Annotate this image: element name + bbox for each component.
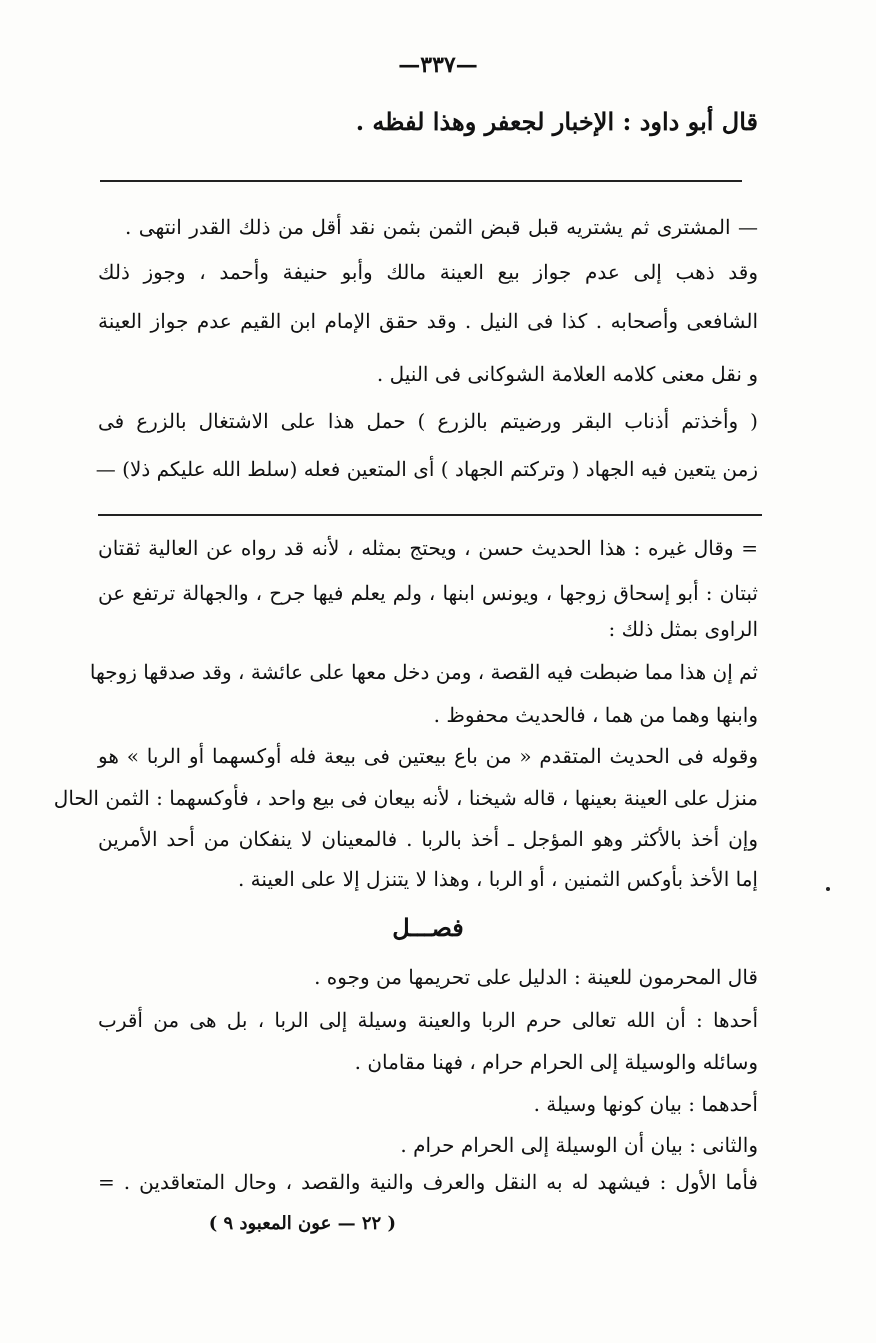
commentary-line-5: ( وأخذتم أذناب البقر ورضيتم بالزرع ) حمل هذا على الاشتغال بالزرع فى <box>98 409 758 433</box>
main-line-8: وإن أخذ بالأكثر وهو المؤجل ـ أخذ بالربا . فالمعينان لا ينفكان من أحد الأمرين <box>98 827 758 851</box>
commentary-line-6: زمن يتعين فيه الجهاد ( وتركتم الجهاد ) أى المتعين فعله (سلط الله عليكم ذلا) — <box>95 457 758 481</box>
commentary-line-1: — المشترى ثم يشتريه قبل قبض الثمن بثمن نقد أقل من ذلك القدر انتهى . <box>125 215 758 239</box>
margin-mark <box>826 887 830 891</box>
main-line-3: الراوى بمثل ذلك : <box>608 617 758 641</box>
main-line-9: إما الأخذ بأوكس الثمنين ، أو الربا ، وهذا لا يتنزل إلا على العينة . <box>237 867 758 891</box>
footer-reference: ( ٢٢ — عون المعبود ٩ ) <box>208 1213 396 1234</box>
middle-divider <box>98 514 762 516</box>
main-line-1: = وقال غيره : هذا الحديث حسن ، ويحتج بمثله ، لأنه قد رواه عن العالية ثقتان <box>98 536 758 560</box>
top-divider <box>100 180 742 182</box>
section-heading: فصـــل <box>392 913 464 942</box>
main-line-4: ثم إن هذا مما ضبطت فيه القصة ، ومن دخل معها على عائشة ، وقد صدقها زوجها <box>89 660 758 684</box>
main-line-5: وابنها وهما من هما ، فالحديث محفوظ . <box>433 703 758 727</box>
section-line-2: أحدها : أن الله تعالى حرم الربا والعينة وسيلة إلى الربا ، بل هى من أقرب <box>98 1008 758 1032</box>
commentary-line-2: وقد ذهب إلى عدم جواز بيع العينة مالك وأبو حنيفة وأحمد ، وجوز ذلك <box>98 260 758 284</box>
commentary-line-3: الشافعى وأصحابه . كذا فى النيل . وقد حقق الإمام ابن القيم عدم جواز العينة <box>98 309 758 333</box>
hadith-line: قال أبو داود : الإخبار لجعفر وهذا لفظه . <box>355 107 758 136</box>
section-line-1: قال المحرمون للعينة : الدليل على تحريمها من وجوه . <box>314 965 758 989</box>
section-line-5: والثانى : بيان أن الوسيلة إلى الحرام حرام . <box>400 1133 758 1157</box>
main-line-2: ثبتان : أبو إسحاق زوجها ، ويونس ابنها ، ولم يعلم فيها جرح ، والجهالة ترتفع عن <box>98 581 758 605</box>
commentary-line-4: و نقل معنى كلامه العلامة الشوكانى فى النيل . <box>376 362 758 386</box>
section-line-6: فأما الأول : فيشهد له به النقل والعرف والنية والقصد ، وحال المتعاقدين . = <box>98 1170 758 1194</box>
main-line-7: منزل على العينة بعينها ، قاله شيخنا ، لأنه بيعان فى بيع واحد ، فأوكسهما : الثمن الحال <box>53 786 758 810</box>
page-number: —٣٣٧— <box>398 52 478 78</box>
section-line-3: وسائله والوسيلة إلى الحرام حرام ، فهنا مقامان . <box>354 1050 758 1074</box>
main-line-6: وقوله فى الحديث المتقدم « من باع بيعتين فى بيعة فله أوكسهما أو الربا » هو <box>98 744 758 768</box>
section-line-4: أحدهما : بيان كونها وسيلة . <box>533 1092 758 1116</box>
